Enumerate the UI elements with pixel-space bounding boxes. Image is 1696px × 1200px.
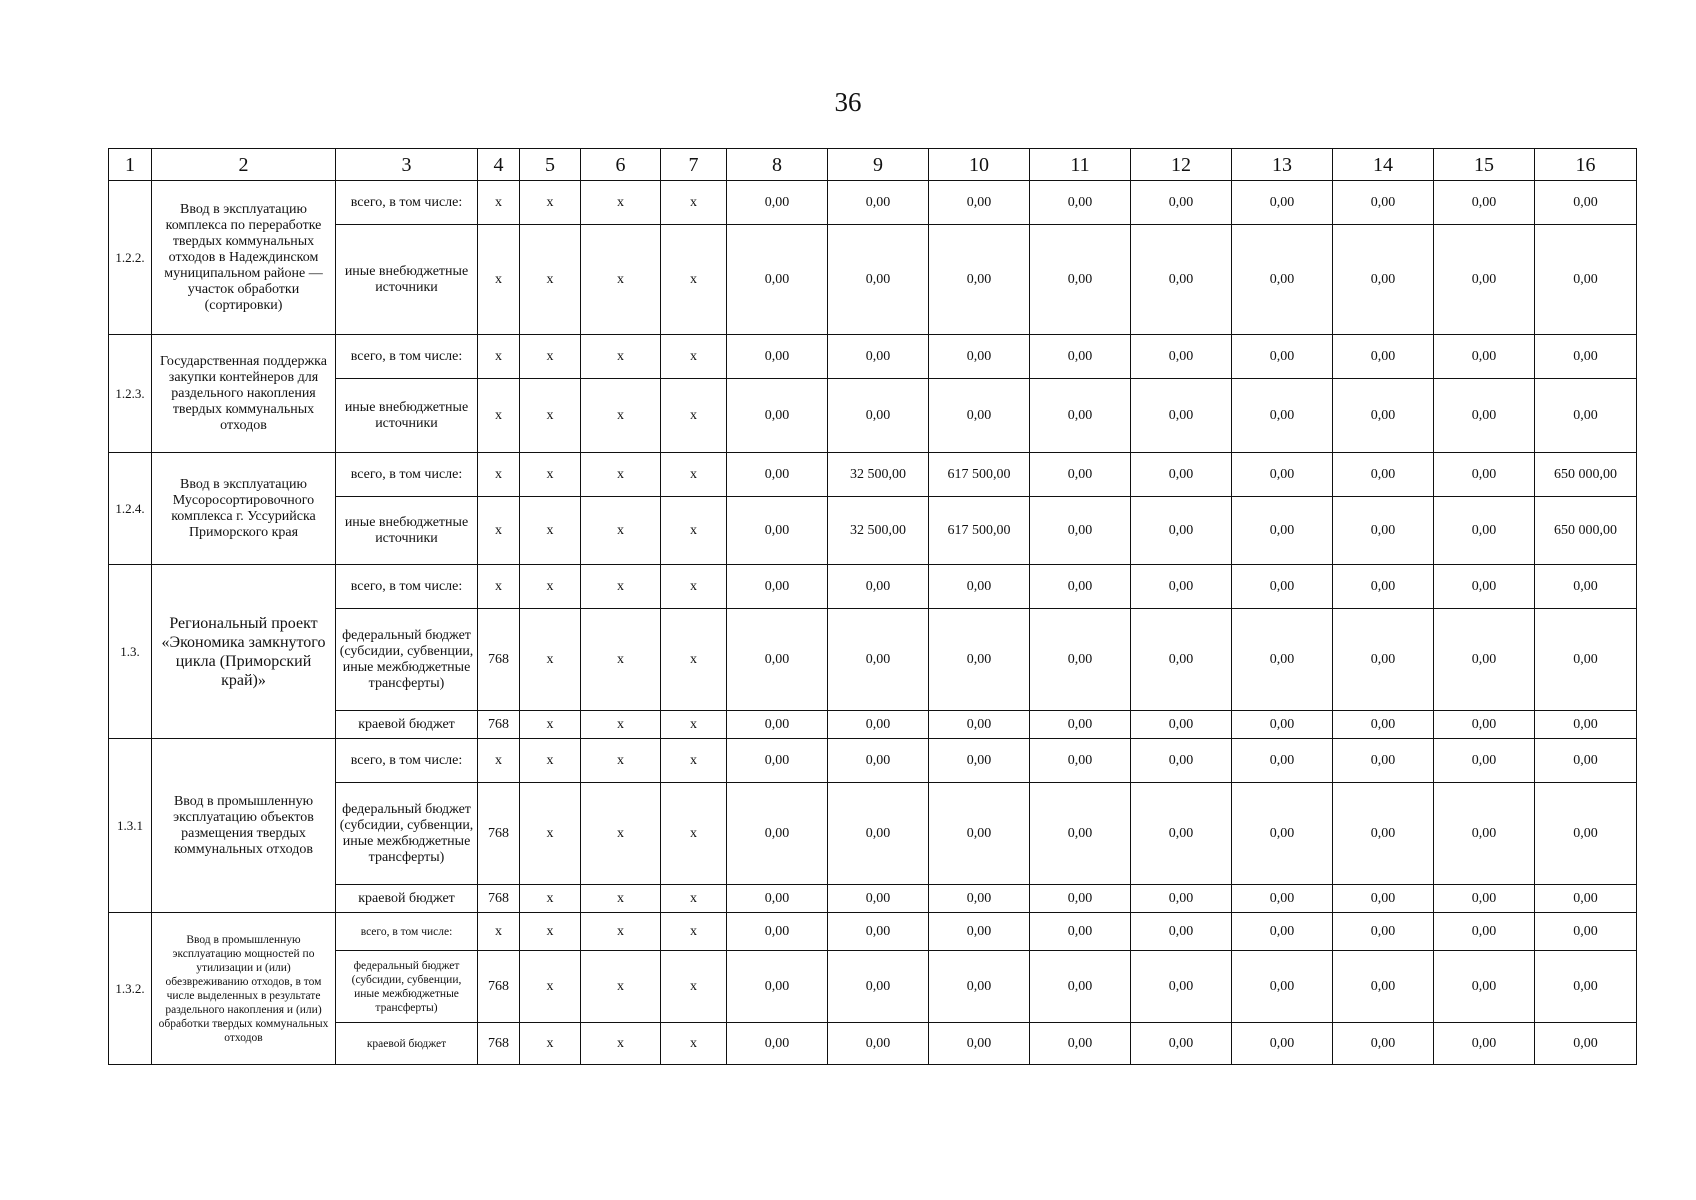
column-number: 11 [1030,149,1131,181]
value-cell: 0,00 [1434,379,1535,453]
value-cell: 0,00 [1030,181,1131,225]
column-number-row [109,149,1637,181]
value-cell: x [520,379,581,453]
value-cell: x [581,379,661,453]
value-cell: 0,00 [828,711,929,739]
value-cell: 0,00 [1131,181,1232,225]
value-cell: 617 500,00 [929,497,1030,565]
value-cell: 0,00 [929,913,1030,951]
value-cell: 0,00 [1333,609,1434,711]
value-cell: 0,00 [1030,739,1131,783]
value-cell: 0,00 [1434,783,1535,885]
value-cell: 0,00 [1333,1023,1434,1065]
value-cell: 0,00 [1131,335,1232,379]
value-cell: 0,00 [828,951,929,1023]
value-cell: 0,00 [1535,885,1637,913]
value-cell: 0,00 [1535,1023,1637,1065]
activity-name: Ввод в эксплуатацию Мусоросортировочного комплекса г. Уссурийска Приморского края [152,453,336,565]
value-cell: 0,00 [727,181,828,225]
value-cell: 0,00 [727,609,828,711]
value-cell: x [520,913,581,951]
value-cell: 768 [478,711,520,739]
value-cell: x [581,951,661,1023]
value-cell: 0,00 [1535,609,1637,711]
value-cell: 0,00 [1232,335,1333,379]
funding-source: всего, в том числе: [336,739,478,783]
value-cell: 0,00 [1333,379,1434,453]
value-cell: x [661,379,727,453]
value-cell: 0,00 [1333,711,1434,739]
activity-name: Ввод в промышленную эксплуатацию мощностей по утилизации и (или) обезвреживанию отходов, в том числе выделенных в результате раздельного накопления и (или) обработки твердых коммунальных отходов [152,913,336,1065]
value-cell: 0,00 [1030,225,1131,335]
value-cell: x [520,1023,581,1065]
value-cell: 0,00 [929,609,1030,711]
row-code: 1.2.2. [109,181,152,335]
value-cell: x [478,379,520,453]
value-cell: 0,00 [1232,885,1333,913]
value-cell: 0,00 [828,181,929,225]
value-cell: x [661,225,727,335]
value-cell: 0,00 [1131,225,1232,335]
value-cell: 0,00 [1131,565,1232,609]
value-cell: x [581,497,661,565]
value-cell: 0,00 [1535,225,1637,335]
value-cell: 0,00 [1030,335,1131,379]
value-cell: x [520,783,581,885]
value-cell: x [581,335,661,379]
value-cell: x [581,739,661,783]
value-cell: 0,00 [727,335,828,379]
value-cell: x [661,885,727,913]
value-cell: 0,00 [828,885,929,913]
value-cell: 0,00 [1232,1023,1333,1065]
value-cell: 768 [478,1023,520,1065]
value-cell: 0,00 [1333,739,1434,783]
value-cell: 0,00 [1535,783,1637,885]
value-cell: 768 [478,783,520,885]
table-row [109,711,1637,739]
value-cell: 0,00 [1333,951,1434,1023]
value-cell: 0,00 [1131,497,1232,565]
value-cell: 0,00 [929,565,1030,609]
value-cell: 0,00 [1333,225,1434,335]
value-cell: x [661,951,727,1023]
value-cell: 0,00 [828,225,929,335]
column-number: 9 [828,149,929,181]
table-row [109,951,1637,1023]
value-cell: x [661,1023,727,1065]
value-cell: 768 [478,609,520,711]
value-cell: x [520,951,581,1023]
table-row [109,609,1637,711]
value-cell: 32 500,00 [828,497,929,565]
value-cell: 0,00 [1030,783,1131,885]
column-number: 1 [109,149,152,181]
value-cell: 0,00 [1333,913,1434,951]
value-cell: 0,00 [1333,335,1434,379]
table-row [109,783,1637,885]
value-cell: 0,00 [1434,1023,1535,1065]
value-cell: x [581,711,661,739]
value-cell: 0,00 [727,951,828,1023]
column-number: 4 [478,149,520,181]
value-cell: 650 000,00 [1535,453,1637,497]
value-cell: 0,00 [1131,711,1232,739]
value-cell: 0,00 [828,565,929,609]
value-cell: 650 000,00 [1535,497,1637,565]
value-cell: 0,00 [1131,1023,1232,1065]
activity-name: Ввод в эксплуатацию комплекса по переработке твердых коммунальных отходов в Надеждинском муниципальном районе — участок обработки (сортировки) [152,181,336,335]
value-cell: 0,00 [1232,225,1333,335]
value-cell: 0,00 [1131,453,1232,497]
value-cell: 0,00 [1030,379,1131,453]
value-cell: 768 [478,951,520,1023]
value-cell: 0,00 [1333,565,1434,609]
value-cell: x [581,1023,661,1065]
value-cell: x [520,565,581,609]
value-cell: x [661,783,727,885]
value-cell: 0,00 [1131,951,1232,1023]
table-row [109,497,1637,565]
value-cell: x [478,335,520,379]
funding-source: краевой бюджет [336,1023,478,1065]
value-cell: 0,00 [828,739,929,783]
funding-source: всего, в том числе: [336,453,478,497]
value-cell: x [478,739,520,783]
value-cell: x [581,783,661,885]
value-cell: 0,00 [1232,739,1333,783]
value-cell: 0,00 [1535,951,1637,1023]
value-cell: 0,00 [828,1023,929,1065]
column-number: 14 [1333,149,1434,181]
value-cell: 0,00 [1232,565,1333,609]
value-cell: x [520,497,581,565]
funding-source: всего, в том числе: [336,181,478,225]
value-cell: 0,00 [1131,885,1232,913]
value-cell: 0,00 [1131,609,1232,711]
funding-source: всего, в том числе: [336,913,478,951]
value-cell: 0,00 [727,1023,828,1065]
value-cell: x [520,181,581,225]
value-cell: 0,00 [1434,335,1535,379]
value-cell: 0,00 [727,711,828,739]
value-cell: 0,00 [1030,565,1131,609]
value-cell: 0,00 [727,783,828,885]
table-row [109,739,1637,783]
value-cell: 0,00 [1535,913,1637,951]
value-cell: 0,00 [1030,453,1131,497]
value-cell: x [661,739,727,783]
table-row [109,379,1637,453]
value-cell: 617 500,00 [929,453,1030,497]
value-cell: x [520,609,581,711]
value-cell: 32 500,00 [828,453,929,497]
value-cell: x [581,913,661,951]
value-cell: 0,00 [727,453,828,497]
value-cell: 0,00 [929,379,1030,453]
table-row [109,565,1637,609]
value-cell: 0,00 [1131,783,1232,885]
table-row [109,453,1637,497]
activity-name: Ввод в промышленную эксплуатацию объектов размещения твердых коммунальных отходов [152,739,336,913]
value-cell: 0,00 [727,379,828,453]
value-cell: 0,00 [929,885,1030,913]
value-cell: 0,00 [828,783,929,885]
table-row [109,913,1637,951]
value-cell: 0,00 [1535,711,1637,739]
value-cell: x [478,497,520,565]
value-cell: 0,00 [1232,951,1333,1023]
funding-source: краевой бюджет [336,711,478,739]
value-cell: 0,00 [1535,565,1637,609]
value-cell: 0,00 [828,913,929,951]
value-cell: 0,00 [929,335,1030,379]
value-cell: x [661,335,727,379]
value-cell: 0,00 [1232,379,1333,453]
value-cell: 0,00 [1434,225,1535,335]
table-row [109,1023,1637,1065]
value-cell: x [661,711,727,739]
value-cell: x [661,181,727,225]
funding-source: федеральный бюджет (субсидии, субвенции, иные межбюджетные трансферты) [336,951,478,1023]
value-cell: 0,00 [828,609,929,711]
value-cell: 0,00 [828,335,929,379]
value-cell: x [661,565,727,609]
value-cell: 0,00 [1333,885,1434,913]
value-cell: 0,00 [929,181,1030,225]
value-cell: x [661,453,727,497]
activity-name: Региональный проект «Экономика замкнутого цикла (Приморский край)» [152,565,336,739]
value-cell: 0,00 [929,951,1030,1023]
value-cell: x [520,225,581,335]
value-cell: 0,00 [1232,711,1333,739]
value-cell: x [661,609,727,711]
value-cell: x [581,885,661,913]
value-cell: 0,00 [1535,379,1637,453]
value-cell: 0,00 [1030,885,1131,913]
column-number: 7 [661,149,727,181]
funding-source: иные внебюджетные источники [336,497,478,565]
activity-name: Государственная поддержка закупки контейнеров для раздельного накопления твердых коммунальных отходов [152,335,336,453]
value-cell: x [581,225,661,335]
value-cell: x [478,181,520,225]
value-cell: 0,00 [1232,497,1333,565]
value-cell: 0,00 [929,783,1030,885]
value-cell: 0,00 [727,885,828,913]
value-cell: 0,00 [828,379,929,453]
funding-source: всего, в том числе: [336,335,478,379]
value-cell: 0,00 [929,225,1030,335]
funding-source: иные внебюджетные источники [336,379,478,453]
value-cell: 0,00 [1030,1023,1131,1065]
value-cell: 0,00 [1030,711,1131,739]
value-cell: 0,00 [1232,181,1333,225]
value-cell: 0,00 [727,225,828,335]
column-number: 15 [1434,149,1535,181]
value-cell: x [520,885,581,913]
value-cell: 0,00 [727,913,828,951]
value-cell: 0,00 [1434,497,1535,565]
value-cell: 0,00 [727,497,828,565]
value-cell: 0,00 [1535,739,1637,783]
funding-source: федеральный бюджет (субсидии, субвенции, иные межбюджетные трансферты) [336,609,478,711]
value-cell: 0,00 [1030,497,1131,565]
table-row [109,885,1637,913]
column-number: 12 [1131,149,1232,181]
value-cell: 0,00 [929,1023,1030,1065]
column-number: 3 [336,149,478,181]
budget-table [108,148,1637,1065]
table-row [109,335,1637,379]
value-cell: x [520,335,581,379]
funding-source: всего, в том числе: [336,565,478,609]
row-code: 1.2.3. [109,335,152,453]
column-number: 2 [152,149,336,181]
value-cell: 0,00 [929,711,1030,739]
value-cell: x [661,913,727,951]
row-code: 1.2.4. [109,453,152,565]
page-number: 36 [834,87,862,117]
column-number: 6 [581,149,661,181]
value-cell: 0,00 [727,739,828,783]
value-cell: 0,00 [1030,913,1131,951]
funding-source: иные внебюджетные источники [336,225,478,335]
value-cell: 0,00 [1232,783,1333,885]
value-cell: 0,00 [1434,453,1535,497]
value-cell: 0,00 [1131,379,1232,453]
value-cell: 0,00 [1434,951,1535,1023]
value-cell: 0,00 [1434,885,1535,913]
value-cell: 0,00 [1434,913,1535,951]
column-number: 5 [520,149,581,181]
value-cell: x [478,453,520,497]
value-cell: 0,00 [1535,335,1637,379]
value-cell: 0,00 [1232,453,1333,497]
value-cell: 0,00 [1434,181,1535,225]
column-number: 16 [1535,149,1637,181]
value-cell: 0,00 [1030,609,1131,711]
value-cell: 0,00 [1333,497,1434,565]
value-cell: 768 [478,885,520,913]
value-cell: x [520,739,581,783]
value-cell: 0,00 [1333,783,1434,885]
value-cell: 0,00 [1535,181,1637,225]
value-cell: 0,00 [1030,951,1131,1023]
value-cell: 0,00 [1333,181,1434,225]
value-cell: 0,00 [1434,711,1535,739]
value-cell: x [478,913,520,951]
funding-source: краевой бюджет [336,885,478,913]
table-row [109,181,1637,225]
value-cell: x [478,225,520,335]
table-row [109,225,1637,335]
value-cell: 0,00 [727,565,828,609]
row-code: 1.3.2. [109,913,152,1065]
value-cell: x [520,453,581,497]
column-number: 10 [929,149,1030,181]
value-cell: 0,00 [1131,739,1232,783]
value-cell: x [520,711,581,739]
value-cell: x [581,453,661,497]
value-cell: 0,00 [929,739,1030,783]
value-cell: 0,00 [1434,565,1535,609]
value-cell: x [581,609,661,711]
value-cell: x [661,497,727,565]
value-cell: 0,00 [1434,609,1535,711]
value-cell: 0,00 [1232,609,1333,711]
column-number: 13 [1232,149,1333,181]
value-cell: 0,00 [1333,453,1434,497]
funding-source: федеральный бюджет (субсидии, субвенции, иные межбюджетные трансферты) [336,783,478,885]
value-cell: x [581,181,661,225]
column-number: 8 [727,149,828,181]
table-body [109,149,1637,1065]
row-code: 1.3. [109,565,152,739]
value-cell: 0,00 [1232,913,1333,951]
value-cell: x [581,565,661,609]
value-cell: 0,00 [1434,739,1535,783]
value-cell: 0,00 [1131,913,1232,951]
row-code: 1.3.1 [109,739,152,913]
value-cell: x [478,565,520,609]
